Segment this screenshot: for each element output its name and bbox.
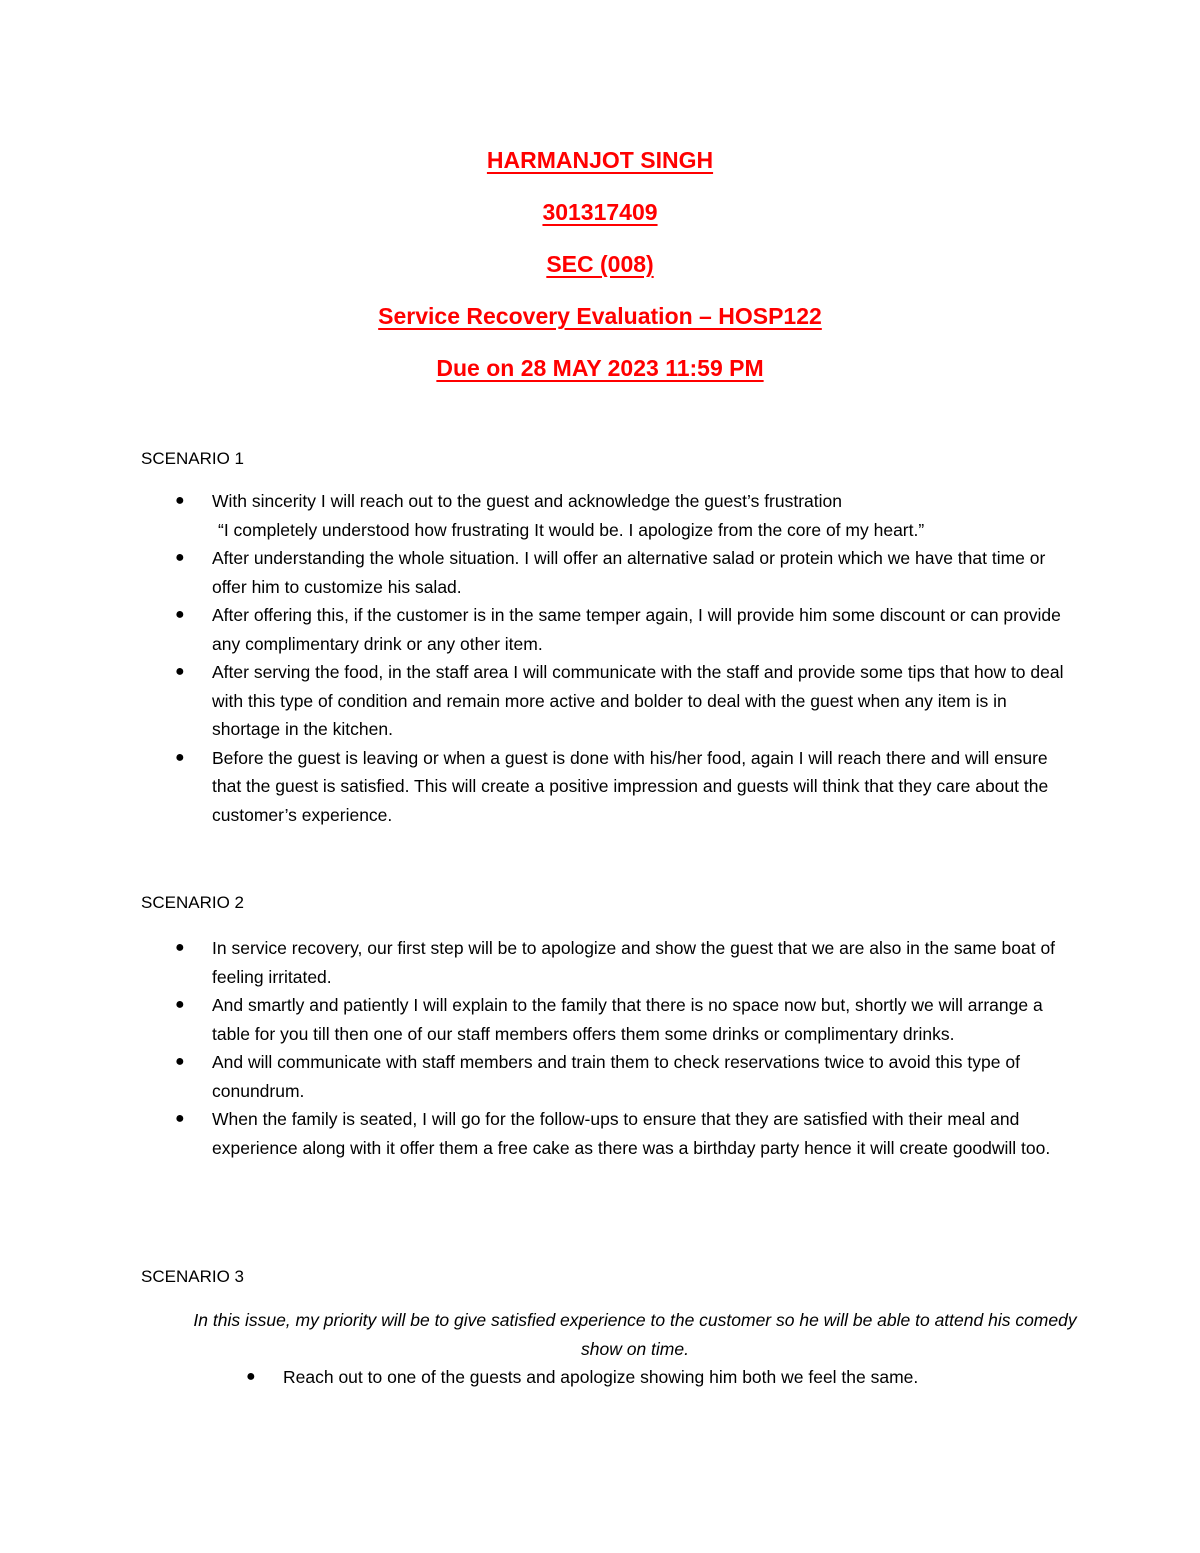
bullet-icon: ● <box>175 939 185 956</box>
list-item-quote: “I completely understood how frustrating It would be. I apologize from the core of my heart.” <box>218 519 925 540</box>
list-item: ● With sincerity I will reach out to the guest and acknowledge the guest’s frustration <box>212 487 1072 516</box>
student-name: HARMANJOT SINGH <box>486 147 714 173</box>
bullet-icon: ● <box>175 748 185 766</box>
bullet-icon: ● <box>175 996 185 1013</box>
bullet-icon: ● <box>175 492 185 509</box>
bullet-icon: ● <box>175 549 185 566</box>
bullet-icon: ● <box>175 1053 185 1070</box>
due-date: Due on 28 MAY 2023 11:59 PM <box>436 355 764 381</box>
list-item: ● And smartly and patiently I will explain to the family that there is no space now but, shortly we will arrange a table for you till then one of our staff members offers them some drinks or complimentary drinks. <box>212 991 1072 1048</box>
scenario-2-heading: SCENARIO 2 <box>141 893 244 912</box>
scenario-3-intro: In this issue, my priority will be to give satisfied experience to the customer so he will be able to attend his comedy show on time. <box>193 1310 1077 1359</box>
student-id: 301317409 <box>542 199 658 225</box>
list-item: ● After serving the food, in the staff area I will communicate with the staff and provide some tips that how to deal with this type of condition and remain more active and bolder to deal with the guest when any item is in shortage in the kitchen. <box>212 658 1072 744</box>
scenario-1-heading: SCENARIO 1 <box>141 449 244 468</box>
list-item: ● In service recovery, our first step will be to apologize and show the guest that we are also in the same boat of feeling irritated. <box>212 934 1072 991</box>
bullet-icon: ● <box>175 1110 185 1127</box>
bullet-icon: ● <box>175 606 185 623</box>
scenario-1-list <box>175 487 1072 829</box>
scenario-2-list <box>175 934 1072 1162</box>
list-item: ● And will communicate with staff members and train them to check reservations twice to avoid this type of conundrum. <box>212 1048 1072 1105</box>
section-number: SEC (008) <box>546 251 654 277</box>
bullet-icon: ● <box>175 663 185 680</box>
list-item: ● Before the guest is leaving or when a guest is done with his/her food, again I will reach there and will ensure that the guest is satisfied. This will create a positive impression and guests will think that they care about the customer’s experience. <box>212 744 1072 830</box>
assignment-title: Service Recovery Evaluation – HOSP122 <box>378 303 822 329</box>
list-item: ● Reach out to one of the guests and apologize showing him both we feel the same. <box>283 1363 1083 1392</box>
list-item: ● After offering this, if the customer is in the same temper again, I will provide him some discount or can provide any complimentary drink or any other item. <box>212 601 1072 658</box>
list-item: ● After understanding the whole situation. I will offer an alternative salad or protein which we have that time or offer him to customize his salad. <box>212 544 1072 601</box>
list-item: ● When the family is seated, I will go for the follow-ups to ensure that they are satisfied with their meal and experience along with it offer them a free cake as there was a birthday party hence it will create goodwill too. <box>212 1105 1072 1162</box>
bullet-icon: ● <box>246 1368 256 1385</box>
scenario-3-heading: SCENARIO 3 <box>141 1267 244 1286</box>
